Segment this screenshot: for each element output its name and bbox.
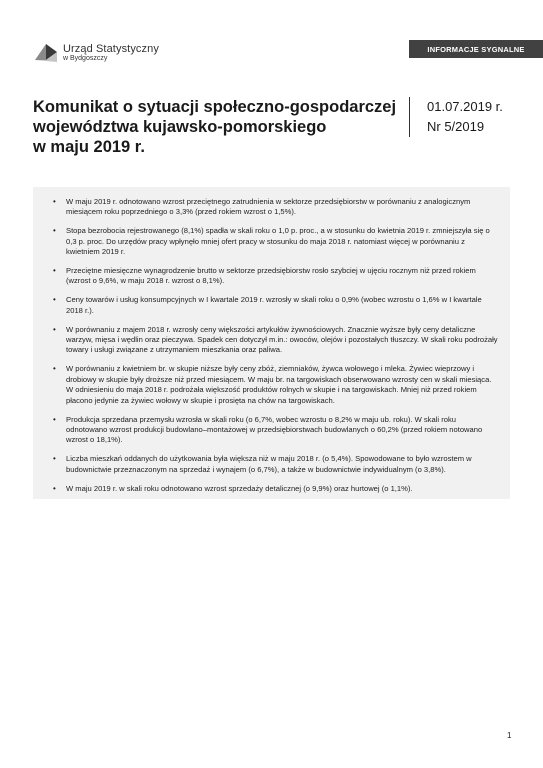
list-item: [53, 266, 498, 287]
logo-name: Urząd Statystyczny: [63, 43, 159, 56]
divider: [409, 97, 410, 137]
bullet-icon: •: [53, 483, 56, 493]
category-badge: INFORMACJE SYGNALNE: [409, 40, 543, 58]
bullet-icon: •: [53, 266, 56, 276]
logo-location: w Bydgoszczy: [63, 55, 108, 63]
list-item-text: Przeciętne miesięczne wynagrodzenie brutto w sektorze przedsiębiorstw rosło szybciej w ujęciu rocznym niż przed rokiem (wzrost o 9,6%, w maju 2018 r. wzrost o 8,1%).: [66, 266, 476, 286]
list-item-text: W maju 2019 r. w skali roku odnotowano wzrost sprzedaży detalicznej (o 9,9%) oraz hurtowej (o 1,1%).: [66, 483, 413, 493]
list-item-text: Ceny towarów i usług konsumpcyjnych w I kwartale 2019 r. wzrosły w skali roku o 0,9% (wobec wzrostu o 1,6% w I kwartale 2018 r.).: [66, 295, 482, 315]
list-item: [53, 484, 498, 494]
page-title: [33, 97, 397, 157]
list-item: [53, 364, 498, 406]
publication-number: Nr 5/2019: [427, 119, 485, 134]
title-line: w maju 2019 r.: [33, 138, 145, 156]
summary-list: [53, 197, 498, 494]
logo-icon: [33, 40, 59, 66]
bullet-icon: •: [53, 414, 56, 424]
title-line: Komunikat o sytuacji społeczno-gospodarczej: [33, 98, 397, 116]
bullet-icon: •: [53, 324, 56, 334]
bullet-icon: •: [53, 295, 56, 305]
list-item-text: W porównaniu z majem 2018 r. wzrosły ceny większości artykułów żywnościowych. Znacznie wyższe były ceny detaliczne warzyw, mięsa i wędlin oraz pieczywa. Spadek cen dotyczył m.in.: owoców, olejów i pozostałych tłuszczy. W skali roku podrożały towary i usługi związane z utrzymaniem mieszkania oraz paliwa.: [66, 324, 498, 355]
publication-date: 01.07.2019 r.: [427, 99, 503, 114]
list-item: [53, 226, 498, 257]
list-item: [53, 454, 498, 475]
list-item-text: W porównaniu z kwietniem br. w skupie niższe były ceny zbóż, ziemniaków, żywca wołowego i mleka. Żywiec wieprzowy i drobiowy w skupie były droższe niż przed miesiącem. W maju br. na targowiskach obserwowano wzrosty cen w skali miesiąca. W odniesieniu do maja 2018 r. podrożała większość produktów rolnych w skupie i na targowiskach. Mniej niż przed rokiem płacono jedynie za żywiec wołowy w skupie i prosięta na chów na targowiskach.: [66, 364, 492, 405]
list-item: [53, 295, 498, 316]
bullet-icon: •: [53, 226, 56, 236]
bullet-icon: •: [53, 364, 56, 374]
list-item-text: W maju 2019 r. odnotowano wzrost przeciętnego zatrudnienia w sektorze przedsiębiorstw w porównaniu z analogicznym miesiącem roku poprzedniego o 3,3% (przed rokiem wzrost o 1,5%).: [66, 197, 471, 217]
list-item: [53, 325, 498, 356]
list-item: [53, 197, 498, 218]
list-item-text: Liczba mieszkań oddanych do użytkowania była większa niż w maju 2018 r. (o 5,4%). Spowodowane to było wzrostem w budownictwie przeznaczonym na sprzedaż i wynajem (o 6,7%), a także w budownictwie indywidualnym (o 3,8%).: [66, 454, 472, 474]
bullet-icon: •: [53, 197, 56, 206]
list-item-text: Produkcja sprzedana przemysłu wzrosła w skali roku (o 6,7%, wobec wzrostu o 8,2% w maju ub. roku). W skali roku odnotowano wzrost produkcji budowlano–montażowej w przedsiębiorstwach budowlanych o 60,2% (przed rokiem notowano wzrost o 18,1%).: [66, 414, 483, 445]
bullet-icon: •: [53, 454, 56, 464]
publication-meta: [427, 97, 503, 137]
summary-box: [33, 187, 510, 499]
list-item: [53, 415, 498, 446]
list-item-text: Stopa bezrobocia rejestrowanego (8,1%) spadła w skali roku o 1,0 p. proc., a w stosunku do kwietnia 2019 r. zmniejszyła się o 0,3 p. proc. Do urzędów pracy wpłynęło mniej ofert pracy w stosunku do maja 2018 r. natomiast więcej w porównaniu z kwietniem 2019 r.: [66, 226, 490, 257]
logo: [33, 40, 159, 66]
title-line: województwa kujawsko-pomorskiego: [33, 118, 327, 136]
page-number: 1: [507, 731, 512, 740]
